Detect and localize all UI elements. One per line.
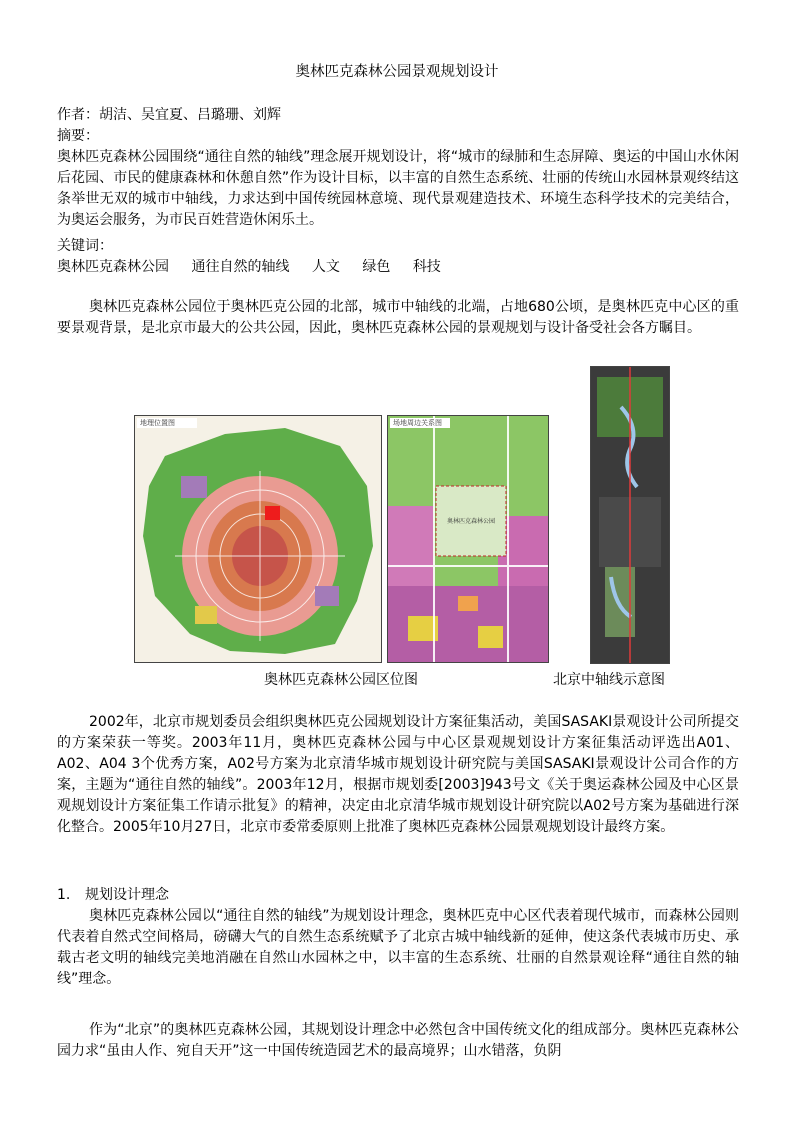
- intro-paragraph: 奥林匹克森林公园位于奥林匹克公园的北部，城市中轴线的北端，占地680公顷，是奥林匹克中心区的重要景观背景，是北京市最大的公共公园，因此，奥林匹克森林公园的景观规划与设计备受社会各方瞩目。: [57, 299, 739, 336]
- park-area-label: 奥林匹克森林公园: [446, 518, 495, 525]
- location-map-title: 地理位置图: [140, 419, 175, 427]
- history-paragraph: 2002年，北京市规划委员会组织奥林匹克公园规划设计方案征集活动，美国SASAKI景观设计公司所提交的方案荣获一等奖。2003年11月，奥林匹克森林公园与中心区景观规划设计方案征集活动评选出A01、A02、A04 3个优秀方案，A02号方案为北京清华城市规划设计研究院与美国SASAKI景观设计公司合作的方案，主题为“通往自然的轴线”。2003年12月，根据市规划委[2003]943号文《关于奥运森林公园及中心区景观规划设计方案征集工作请示批复》的精神，决定由北京清华城市规划设计研究院以A02号方案为基础进行深化整合。2005年10月27日，北京市委常委原则上批准了奥林匹克森林公园景观规划设计最终方案。: [57, 714, 739, 835]
- keyword: 科技: [412, 259, 441, 275]
- surroundings-map-title: 场地周边关系图: [393, 419, 442, 427]
- figure-caption-location: 奥林匹克森林公园区位图: [264, 672, 418, 688]
- surroundings-map-drawing: [388, 416, 548, 662]
- location-map-image: [134, 415, 382, 663]
- figure-caption-axis: 北京中轴线示意图: [553, 672, 665, 688]
- abstract-label: 摘要：: [57, 128, 99, 144]
- section-number: 1.: [57, 887, 71, 903]
- section-paragraph-2: 作为“北京”的奥林匹克森林公园，其规划设计理念中必然包含中国传统文化的组成部分。奥林匹克森林公园力求“虽由人作、宛自天开”这一中国传统造园艺术的最高境界；山水错落，负阴: [57, 1022, 739, 1059]
- section-paragraph-1: 奥林匹克森林公园以“通往自然的轴线”为规划设计理念，奥林匹克中心区代表着现代城市，而森林公园则代表着自然式空间格局，磅礴大气的自然生态系统赋予了北京古城中轴线新的延伸，使这条代表城市历史、承载古老文明的轴线完美地消融在自然山水园林之中，以丰富的生态系统、壮丽的自然景观诠释“通往自然的轴线”理念。: [57, 908, 739, 987]
- keyword: 通往自然的轴线: [191, 259, 290, 275]
- keywords-label: 关键词：: [57, 238, 113, 254]
- location-map-drawing: [135, 416, 381, 662]
- document-title: 奥林匹克森林公园景观规划设计: [295, 64, 499, 80]
- section-heading: [57, 885, 169, 906]
- surroundings-map-image: [387, 415, 549, 663]
- central-axis-image: [590, 366, 670, 664]
- keyword: 绿色: [362, 259, 391, 275]
- central-axis-drawing: [591, 367, 669, 663]
- section-title: 规划设计理念: [85, 887, 169, 903]
- authors-line: 作者：胡洁、吴宜夏、吕璐珊、刘辉: [57, 107, 281, 123]
- keywords-list: [57, 257, 459, 278]
- keyword: 奥林匹克森林公园: [57, 259, 169, 275]
- keyword: 人文: [311, 259, 340, 275]
- abstract-text: 奥林匹克森林公园围绕“通往自然的轴线”理念展开规划设计，将“城市的绿肺和生态屏障、奥运的中国山水休闲后花园、市民的健康森林和休憩自然”作为设计目标，以丰富的自然生态系统、壮丽的传统山水园林景观终结这条举世无双的城市中轴线，力求达到中国传统园林意境、现代景观建造技术、环境生态科学技术的完美结合，为奥运会服务，为市民百姓营造休闲乐土。: [57, 149, 739, 228]
